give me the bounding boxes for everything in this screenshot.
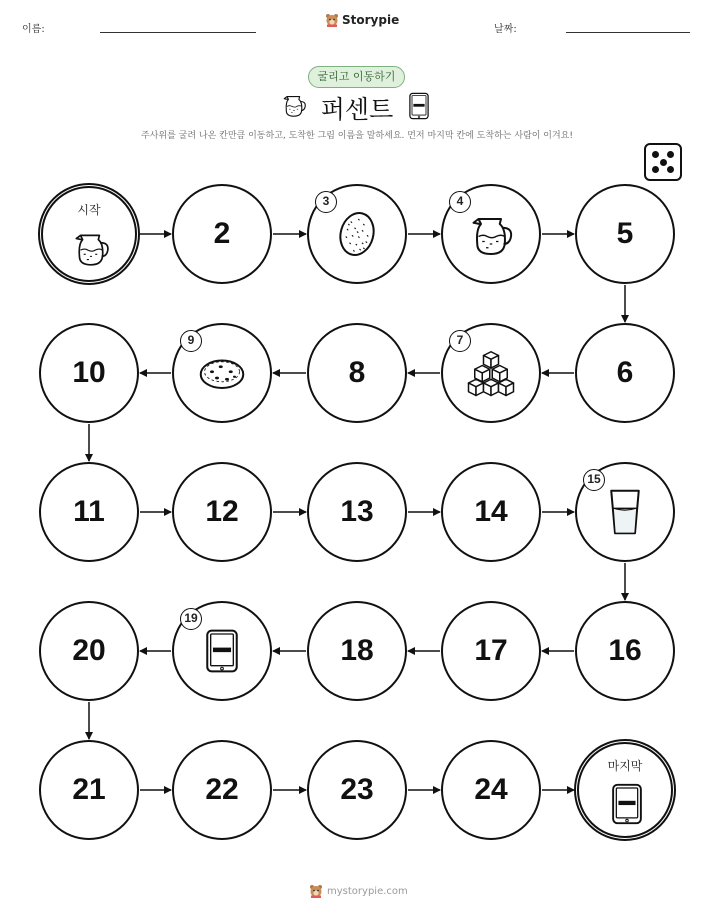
space-number: 10 (72, 356, 106, 389)
space-number: 24 (474, 773, 508, 806)
board-space-2 (172, 184, 272, 284)
space-number-badge: 4 (449, 191, 471, 213)
page-title: 퍼센트 (320, 95, 394, 124)
pitcher-icon (466, 209, 516, 259)
space-number: 12 (205, 495, 239, 528)
board-space-16 (575, 601, 675, 701)
space-number-badge: 15 (583, 469, 605, 491)
bear-mascot-icon (309, 884, 323, 898)
board-space-17 (441, 601, 541, 701)
glass-of-water-icon (600, 487, 650, 537)
brand-name: Storypie (342, 13, 400, 27)
finish-space (574, 739, 676, 841)
name-label: 이름: (22, 24, 45, 35)
footer-url: mystorypie.com (327, 885, 408, 897)
tablet-icon (611, 782, 643, 826)
space-number: 21 (72, 773, 106, 806)
space-number: 11 (73, 495, 105, 528)
space-number-badge: 19 (180, 608, 202, 630)
tablet-icon (205, 628, 239, 674)
board-space-18 (307, 601, 407, 701)
sugar-cubes-icon (466, 348, 516, 398)
pitcher-icon (70, 227, 112, 269)
board-space-22 (172, 740, 272, 840)
space-number: 5 (616, 217, 634, 250)
space-number: 17 (474, 634, 508, 667)
activity-tag: 굴리고 이동하기 (308, 66, 405, 88)
space-number-badge: 3 (315, 191, 337, 213)
space-number: 14 (474, 495, 508, 528)
date-label: 날짜: (494, 24, 517, 35)
start-space (38, 183, 140, 285)
board-space-14 (441, 462, 541, 562)
finish-label: 마지막 (607, 759, 643, 773)
space-number: 16 (608, 634, 642, 667)
space-number: 6 (616, 356, 634, 389)
board-space-8 (307, 323, 407, 423)
space-number-badge: 9 (180, 330, 202, 352)
board-space-13 (307, 462, 407, 562)
space-number: 8 (348, 356, 366, 389)
board-space-12 (172, 462, 272, 562)
start-label: 시작 (77, 203, 101, 217)
board-space-20 (39, 601, 139, 701)
space-number-badge: 7 (449, 330, 471, 352)
space-number: 2 (213, 217, 231, 250)
board-space-10 (39, 323, 139, 423)
space-number: 23 (340, 773, 374, 806)
board-space-6 (575, 323, 675, 423)
space-number: 20 (72, 634, 106, 667)
footer (309, 884, 408, 898)
space-number: 13 (340, 495, 374, 528)
space-number: 22 (205, 773, 239, 806)
board-space-11 (39, 462, 139, 562)
potato-icon (332, 209, 382, 259)
board-space-23 (307, 740, 407, 840)
board-space-21 (39, 740, 139, 840)
instructions: 주사위를 굴려 나온 칸만큼 이동하고, 도착한 그림 이름을 말하세요. 먼저 마지막 칸에 도착하는 사람이 이겨요! (141, 131, 573, 141)
space-number: 18 (340, 634, 374, 667)
cookie-icon (197, 348, 247, 398)
board-space-24 (441, 740, 541, 840)
board-space-5 (575, 184, 675, 284)
